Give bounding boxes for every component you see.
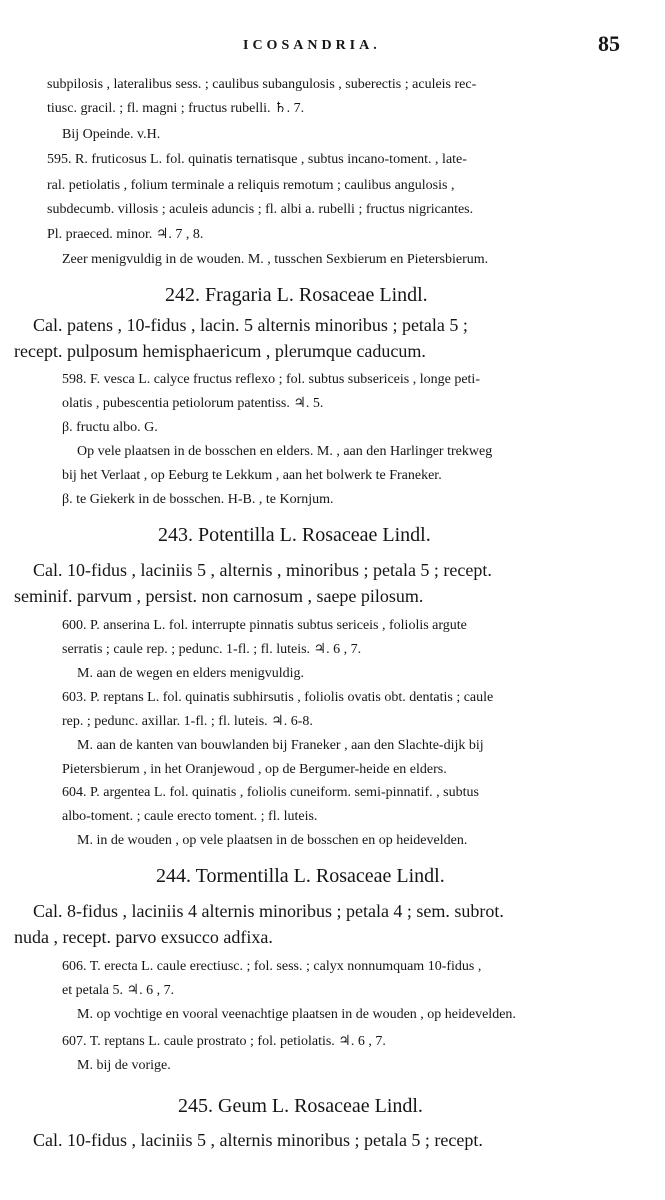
text-line: Bij Opeinde. v.H.	[62, 127, 161, 142]
text-line: Op vele plaatsen in de bosschen en elders. M. , aan den Harlinger trekweg	[77, 444, 493, 459]
text-line: et petala 5. ♃. 6 , 7.	[62, 983, 175, 998]
genus-heading: 242. Fragaria L. Rosaceae Lindl.	[165, 284, 428, 306]
text-line: Pietersbierum , in het Oranjewoud , op de Bergumer-heide en elders.	[62, 762, 447, 777]
text-line: M. aan de wegen en elders menigvuldig.	[77, 666, 305, 681]
text-line: rep. ; pedunc. axillar. 1-fl. ; fl. luteis. ♃. 6-8.	[62, 714, 313, 729]
text-line: β. te Giekerk in de bosschen. H-B. , te Kornjum.	[62, 492, 334, 507]
text-line: albo-toment. ; caule erecto toment. ; fl. luteis.	[62, 809, 318, 824]
text-line: bij het Verlaat , op Eeburg te Lekkum , aan het bolwerk te Franeker.	[62, 468, 442, 483]
text-line: Pl. praeced. minor. ♃. 7 , 8.	[47, 227, 204, 242]
text-line: Cal. patens , 10-fidus , lacin. 5 alternis minoribus ; petala 5 ;	[33, 315, 468, 335]
text-line: Cal. 10-fidus , laciniis 5 , alternis minoribus ; petala 5 ; recept.	[33, 1130, 483, 1150]
text-line: seminif. parvum , persist. non carnosum , saepe pilosum.	[14, 586, 424, 606]
genus-heading: 244. Tormentilla L. Rosaceae Lindl.	[156, 865, 445, 887]
text-line: Cal. 8-fidus , laciniis 4 alternis minoribus ; petala 4 ; sem. subrot.	[33, 901, 504, 921]
genus-heading: 243. Potentilla L. Rosaceae Lindl.	[158, 524, 431, 546]
text-line: 607. T. reptans L. caule prostrato ; fol. petiolatis. ♃. 6 , 7.	[62, 1034, 386, 1049]
text-line: M. in de wouden , op vele plaatsen in de bosschen en op heidevelden.	[77, 833, 468, 848]
text-line: 600. P. anserina L. fol. interrupte pinnatis subtus sericeis , foliolis argute	[62, 618, 467, 633]
text-line: recept. pulposum hemisphaericum , plerumque caducum.	[14, 341, 426, 361]
text-line: olatis , pubescentia petiolorum patentiss. ♃. 5.	[62, 396, 324, 411]
text-line: subpilosis , lateralibus sess. ; caulibus subangulosis , suberectis ; aculeis rec-	[47, 77, 477, 92]
genus-heading: 245. Geum L. Rosaceae Lindl.	[178, 1095, 423, 1117]
text-line: M. op vochtige en vooral veenachtige plaatsen in de wouden , op heidevelden.	[77, 1007, 516, 1022]
text-line: 603. P. reptans L. fol. quinatis subhirsutis , foliolis ovatis obt. dentatis ; caule	[62, 690, 494, 705]
text-line: 598. F. vesca L. calyce fructus reflexo ; fol. subtus subsericeis , longe peti-	[62, 372, 480, 387]
text-line: tiusc. gracil. ; fl. magni ; fructus rubelli. ♄. 7.	[47, 101, 305, 116]
text-line: Cal. 10-fidus , laciniis 5 , alternis , minoribus ; petala 5 ; recept.	[33, 560, 492, 580]
text-line: 604. P. argentea L. fol. quinatis , foliolis cuneiform. semi-pinnatif. , subtus	[62, 785, 479, 800]
text-line: 595. R. fruticosus L. fol. quinatis ternatisque , subtus incano-toment. , late-	[47, 152, 467, 167]
text-line: Zeer menigvuldig in de wouden. M. , tusschen Sexbierum en Pietersbierum.	[62, 252, 489, 267]
text-line: 606. T. erecta L. caule erectiusc. ; fol. sess. ; calyx nonnumquam 10-fidus ,	[62, 959, 482, 974]
running-head: ICOSANDRIA.	[243, 38, 381, 53]
text-line: serratis ; caule rep. ; pedunc. 1-fl. ; fl. luteis. ♃. 6 , 7.	[62, 642, 362, 657]
text-line: β. fructu albo. G.	[62, 420, 158, 435]
text-line: ral. petiolatis , folium terminale a reliquis remotum ; caulibus angulosis ,	[47, 178, 455, 193]
text-line: M. bij de vorige.	[77, 1058, 171, 1073]
text-line: M. aan de kanten van bouwlanden bij Franeker , aan den Slachte-dijk bij	[77, 738, 484, 753]
text-line: subdecumb. villosis ; aculeis aduncis ; fl. albi a. rubelli ; fructus nigricantes.	[47, 202, 474, 217]
page-number: 85	[598, 31, 620, 56]
text-line: nuda , recept. parvo exsucco adfixa.	[14, 927, 273, 947]
